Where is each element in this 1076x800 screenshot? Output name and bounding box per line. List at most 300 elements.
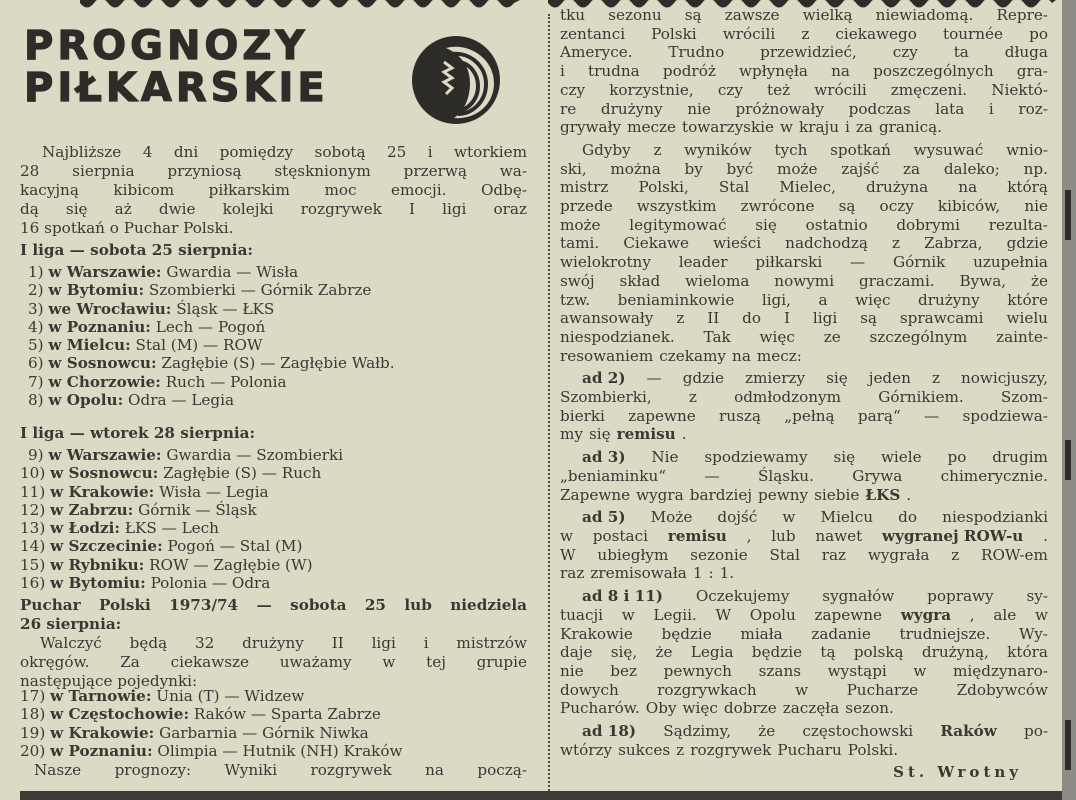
text-line (560, 407, 1048, 426)
match-row (20, 519, 343, 537)
round1-match-list (28, 263, 395, 409)
word: nadchodzą (785, 234, 868, 253)
word: w (913, 661, 927, 680)
word: więc (855, 290, 891, 309)
word: bez (610, 661, 637, 680)
match-teams: Unia (T) — Widzew (156, 687, 305, 705)
intro-line: 28 sierpnia przyniosą stęsknionym przerwą wa- (20, 162, 527, 180)
word: długa (1004, 43, 1048, 62)
match-number: 17) (20, 687, 46, 705)
word: chimerycznie. (940, 466, 1048, 485)
word: podczas (848, 99, 911, 118)
football-icon (408, 28, 508, 128)
word: nawet (815, 526, 863, 545)
word: — (704, 466, 720, 485)
word: swój (560, 271, 595, 290)
word: szans (758, 661, 802, 680)
word: dobrymi (896, 215, 961, 234)
word: . (906, 485, 912, 504)
bold-text: ad 5) (582, 508, 626, 527)
match-number: 13) (20, 519, 46, 538)
match-teams: Stal (M) — ROW (135, 336, 263, 355)
word: Polski. (847, 740, 899, 759)
match-row (20, 705, 402, 723)
word: międzynaro- (953, 661, 1048, 680)
word: się, (610, 643, 638, 662)
word: Sądzimy, (663, 722, 732, 741)
word: Stal (769, 545, 800, 564)
title-line-2: PIŁKARSKIE (24, 65, 329, 111)
word: po- (1024, 722, 1048, 741)
word: 1. (719, 564, 735, 583)
match-number: 11) (20, 482, 46, 501)
bold-text: remisu (616, 425, 676, 444)
word: resowaniem (560, 346, 654, 365)
word: ROW-em (981, 545, 1048, 564)
word: I (783, 309, 790, 328)
word: Ciekawe (623, 234, 690, 253)
bold-text: ad 18) (582, 722, 637, 741)
word: korzystnie, (609, 80, 694, 99)
title-line-1: PROGNOZY (24, 23, 309, 69)
match-city: w Sosnowcu: (48, 354, 157, 373)
word: Zabrza, (924, 234, 983, 253)
word: towarzyskie (682, 118, 775, 137)
word: ski, (560, 159, 587, 178)
word: będzie (661, 624, 712, 643)
word: nowicjuszy, (960, 369, 1048, 388)
word: niespodzianki (942, 508, 1048, 527)
match-teams: Gwardia — Szombierki (166, 446, 344, 464)
word: wygra (636, 485, 684, 504)
word: Pucharze (846, 680, 919, 699)
match-city: w Tarnowie: (50, 687, 152, 705)
match-row (20, 537, 343, 555)
word: wtórzy (560, 740, 613, 759)
word: za (855, 118, 873, 137)
match-city: w Szczecinie: (50, 537, 163, 556)
word: „pełną (784, 406, 835, 425)
word: w (1034, 605, 1048, 624)
word: czy (717, 80, 743, 99)
word: przede (560, 197, 613, 216)
word: po (947, 448, 967, 467)
word: może (560, 215, 601, 234)
word: za (903, 159, 921, 178)
match-number: 2) (28, 281, 44, 300)
word: w (795, 680, 809, 699)
bold-text: remisu (667, 526, 727, 545)
match-number: 16) (20, 574, 46, 593)
word: do (742, 309, 762, 328)
word: Tak (703, 327, 731, 346)
match-number: 14) (20, 537, 46, 556)
word: wyników (684, 140, 752, 159)
word: do (898, 508, 918, 527)
match-city: w Poznaniu: (50, 741, 153, 760)
word: a (818, 290, 828, 309)
match-number: 9) (28, 446, 44, 464)
word: będzie (751, 643, 803, 662)
author-signature: St. Wrotny (893, 763, 1022, 781)
round2-match-list (20, 446, 343, 592)
word: się (755, 215, 777, 234)
text-line (560, 272, 1048, 291)
match-row (20, 742, 402, 760)
intro-paragraph (20, 143, 527, 238)
word: wysuwać (913, 140, 984, 159)
text-line (560, 369, 1048, 388)
text-line (560, 425, 1048, 444)
word: się (826, 369, 848, 388)
text-line (560, 564, 1048, 583)
match-row (28, 373, 395, 391)
word: próżnowały (735, 99, 825, 118)
word: oczy (879, 197, 914, 216)
word: rozgrywek (690, 740, 772, 759)
word: my (560, 425, 583, 444)
round2-heading: I liga — wtorek 28 sierpnia: (20, 424, 256, 442)
text-line (560, 388, 1048, 407)
bold-text: wygranej ROW-u (882, 526, 1024, 545)
word: Opolu (749, 605, 796, 624)
edge-mark (1065, 440, 1071, 480)
word: i (988, 99, 994, 118)
cup-heading-line: Puchar Polski 1973/74 — sobota 25 lub niedziela (20, 596, 527, 614)
text-line (560, 81, 1048, 100)
word: podróż (662, 62, 716, 81)
word: być (726, 159, 754, 178)
word: Repre- (996, 6, 1048, 24)
word: wnio- (1006, 140, 1048, 159)
match-teams: Raków — Sparta Zabrze (193, 705, 381, 724)
word: się (833, 448, 856, 467)
word: z (688, 388, 697, 407)
word: sezonie (690, 545, 748, 564)
text-line (560, 141, 1048, 160)
word: Szom- (1000, 388, 1048, 407)
match-city: w Rybniku: (50, 555, 145, 574)
match-city: w Sosnowcu: (50, 464, 159, 483)
word: — (924, 406, 940, 425)
match-row (20, 483, 343, 501)
word: Zdobywców (956, 680, 1048, 699)
word: bardziej (689, 485, 753, 504)
word: Legii. (653, 605, 697, 624)
word: np. (1023, 159, 1048, 178)
match-teams: Górnik — Śląsk (138, 500, 257, 519)
word: Śląsku. (757, 466, 814, 485)
word: czy (892, 43, 918, 62)
word: w (782, 508, 796, 527)
bold-text: ad 2) (582, 369, 626, 388)
word: wrócili (814, 80, 867, 99)
word: z (653, 140, 662, 159)
word: drużyna (866, 178, 929, 197)
word: Może (650, 508, 693, 527)
word: drugim (992, 448, 1048, 467)
word: , (969, 605, 975, 624)
match-number: 5) (28, 336, 44, 355)
match-teams: Śląsk — ŁKS (176, 299, 275, 318)
match-city: w Mielcu: (48, 336, 131, 355)
match-city: w Bytomiu: (50, 574, 146, 593)
word: Szombierki, (560, 388, 652, 407)
match-row (28, 354, 395, 372)
word: z (676, 309, 685, 328)
match-teams: ŁKS — Lech (124, 519, 219, 538)
word: skład (619, 271, 661, 290)
match-city: w Chorzowie: (48, 372, 161, 391)
word: można (610, 159, 661, 178)
word: nowymi (774, 271, 835, 290)
match-city: w Częstochowie: (50, 705, 190, 724)
word: Mielcu (820, 508, 874, 527)
word: piłkarski (755, 253, 823, 272)
word: zaczęła (782, 699, 840, 718)
match-number: 19) (20, 723, 46, 742)
word: po (1029, 24, 1048, 43)
text-line (560, 546, 1048, 565)
match-city: w Bytomiu: (48, 281, 145, 300)
word: : (708, 564, 714, 583)
match-row (28, 391, 395, 409)
text-line (560, 178, 1048, 197)
match-city: w Zabrzu: (50, 500, 134, 519)
match-city: w Warszawie: (48, 446, 162, 464)
word: zapewne (814, 605, 883, 624)
word: z (676, 740, 685, 759)
word: grywały (560, 118, 622, 137)
forecast-intro-line: Nasze prognozy: Wyniki rozgrywek na począ- (34, 761, 527, 779)
word: — (646, 369, 662, 388)
text-line (560, 118, 1048, 137)
match-city: w Krakowie: (50, 482, 155, 501)
word: — (849, 253, 866, 272)
word: by (684, 159, 703, 178)
bold-text: ad 3) (582, 448, 626, 467)
word: Grywa (852, 466, 903, 485)
word: się (588, 425, 611, 444)
word: re (560, 99, 577, 118)
word: polską (853, 643, 904, 662)
text-line (560, 625, 1048, 644)
word: W (715, 605, 732, 624)
match-row (20, 574, 343, 592)
word: Oby (645, 699, 677, 718)
word: też (767, 80, 791, 99)
word: wieloma (685, 271, 750, 290)
word: trudna (588, 62, 640, 81)
text-line (560, 328, 1048, 347)
match-teams: Zagłębie (S) — Zagłębie Wałb. (161, 354, 395, 373)
word: wiele (880, 448, 922, 467)
word: 1 (692, 564, 703, 583)
word: są (684, 6, 702, 24)
text-line (560, 699, 1048, 718)
word: na (831, 62, 850, 81)
match-row (20, 687, 402, 705)
word: dowych (560, 680, 619, 699)
cup-match-list (20, 687, 402, 760)
match-row (20, 501, 343, 519)
match-teams: Ruch — Polonia (165, 372, 287, 391)
word: ze (823, 327, 841, 346)
match-number: 18) (20, 705, 46, 724)
text-line (560, 216, 1048, 235)
word: . (1043, 526, 1048, 545)
word: może (777, 159, 818, 178)
word: Bywa, (959, 271, 1007, 290)
match-row (20, 464, 343, 482)
match-teams: Olimpia — Hutnik (NH) Kraków (157, 741, 403, 760)
text-line (560, 606, 1048, 625)
word: i (845, 118, 850, 137)
word: szczególnym (869, 327, 968, 346)
match-teams: Zagłębie (S) — Ruch (163, 464, 322, 483)
text-line (560, 347, 1048, 366)
word: Mielec, (779, 178, 836, 197)
word: drużyną, (921, 643, 989, 662)
word: z (892, 234, 901, 253)
word: gdzie (1006, 234, 1048, 253)
column-divider (548, 14, 550, 794)
word: dobrze (723, 699, 777, 718)
word: tami. (560, 234, 600, 253)
text-line (560, 234, 1048, 253)
word: w (621, 605, 635, 624)
word: rezulta- (988, 215, 1048, 234)
edge-mark (1065, 720, 1071, 770)
word: więc (759, 327, 795, 346)
bold-text: ad 8 i 11) (582, 587, 663, 606)
word: z (931, 369, 940, 388)
match-number: 7) (28, 372, 44, 391)
word: miała (740, 624, 783, 643)
text-line (560, 253, 1048, 272)
word: że (1031, 271, 1048, 290)
match-number: 12) (20, 500, 46, 519)
word: że (655, 643, 673, 662)
word: daleko; (943, 159, 1000, 178)
cup-line: następujące pojedynki: (20, 672, 198, 690)
cup-paragraph (20, 634, 527, 691)
word: zmierzy (745, 369, 806, 388)
text-line (560, 722, 1048, 741)
word: Krakowie (560, 624, 633, 643)
text-line (560, 467, 1048, 486)
word: raz (821, 545, 847, 564)
bold-text: ŁKS (865, 485, 901, 504)
word: wystąpi (827, 661, 887, 680)
word: Oczekujemy (695, 587, 790, 606)
word: Trudno (668, 43, 725, 62)
word: które (1007, 290, 1048, 309)
word: zremisowała (590, 564, 687, 583)
match-number: 4) (28, 317, 44, 336)
word: z (801, 24, 810, 43)
word: postaci (592, 526, 648, 545)
match-number: 10) (20, 464, 46, 483)
edge-mark (1065, 190, 1071, 240)
word: Pucharu (777, 740, 842, 759)
word: ubiegłym (597, 545, 669, 564)
word: na (732, 346, 751, 365)
word: „beniaminku“ (560, 466, 667, 485)
bold-text: Raków (940, 722, 997, 741)
text-line (560, 6, 1048, 25)
text-line (560, 25, 1048, 44)
word: ciekawego (835, 24, 917, 43)
word: spodziewamy (704, 448, 808, 467)
word: mecz: (756, 346, 802, 365)
intro-line: dą się aż dwie kolejki rozgrywek I ligi oraz (20, 200, 527, 218)
word: która (1007, 643, 1048, 662)
match-row (20, 446, 343, 464)
word: wieści (713, 234, 762, 253)
word: tku (560, 6, 586, 24)
match-teams: Pogoń — Stal (M) (167, 537, 303, 556)
word: tuacji (560, 605, 604, 624)
word: wszystkim (636, 197, 717, 216)
word: sy- (1026, 587, 1048, 606)
text-line (560, 448, 1048, 467)
word: Pucharów. (560, 699, 640, 718)
word: nie (560, 661, 584, 680)
word: tych (774, 140, 808, 159)
word: Niektó- (991, 80, 1048, 99)
word: ruszą (719, 406, 761, 425)
word: spotkań (830, 140, 891, 159)
match-row (28, 281, 395, 299)
word: ta (953, 43, 969, 62)
word: Ameryce. (560, 43, 633, 62)
text-line (560, 309, 1048, 328)
match-row (28, 336, 395, 354)
match-number: 6) (28, 354, 44, 373)
text-line (560, 662, 1048, 681)
word: Górnikiem. (878, 388, 964, 407)
match-teams: Gwardia — Wisła (166, 263, 299, 281)
word: czekamy (659, 346, 727, 365)
word: uzupełnia (973, 253, 1048, 272)
intro-line: 16 spotkań o Puchar Polski. (20, 219, 234, 237)
word: kraju (799, 118, 840, 137)
word: Stal (718, 178, 750, 197)
word: legitymować (629, 215, 727, 234)
word: na (958, 178, 978, 197)
word: w (780, 118, 794, 137)
bottom-rule (20, 791, 1062, 800)
match-city: w Łodzi: (50, 519, 120, 538)
word: w (560, 526, 573, 545)
match-teams: Szombierki — Górnik Zabrze (148, 281, 372, 300)
word: czy (560, 80, 586, 99)
word: tą (820, 643, 836, 662)
word: wrócili (722, 24, 776, 43)
word: poprawy (927, 587, 994, 606)
word: , (746, 526, 752, 545)
word: zainte- (996, 327, 1048, 346)
match-row (28, 263, 395, 281)
text-line (560, 100, 1048, 119)
text-line (560, 291, 1048, 310)
word: Polski, (638, 178, 689, 197)
text-line (560, 587, 1048, 606)
word: przewidzieć, (760, 43, 857, 62)
word: zwrócone (740, 197, 815, 216)
right-column-text (560, 6, 1048, 763)
